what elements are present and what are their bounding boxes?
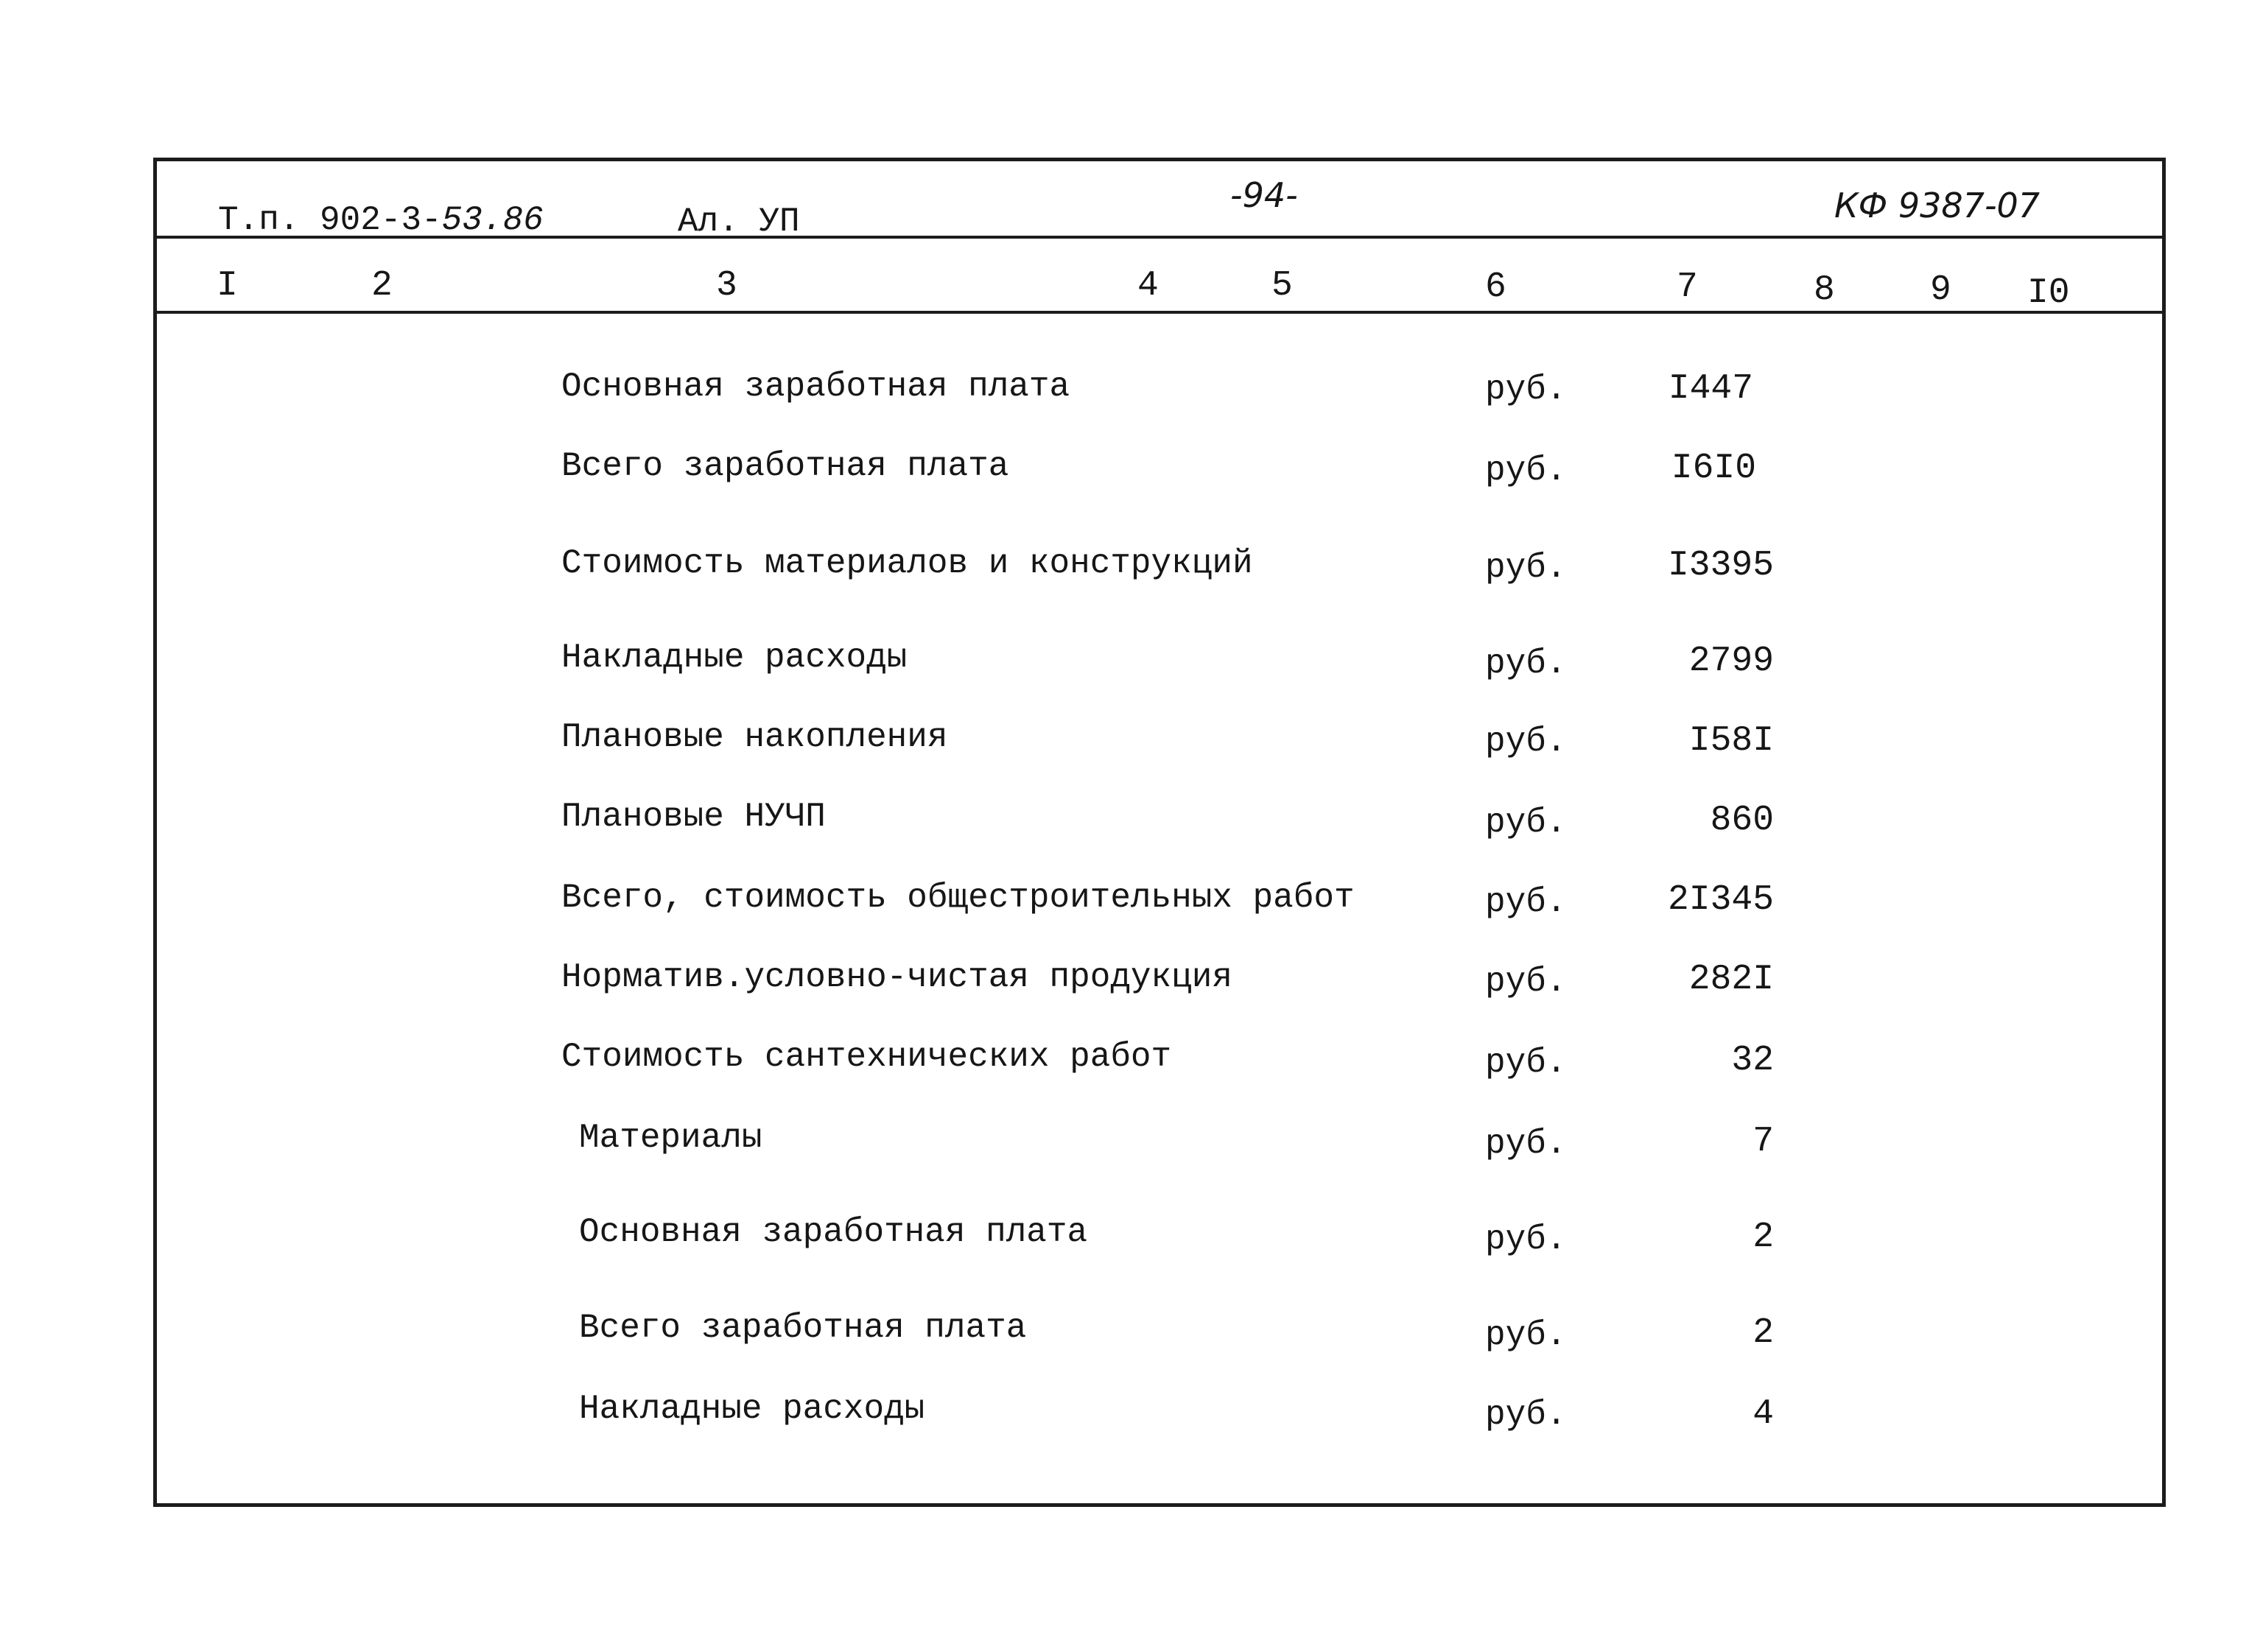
table-row-unit: руб. (1485, 883, 1567, 921)
table-row-label: Материалы (579, 1119, 762, 1157)
table-row-value: I6I0 (1671, 449, 1756, 488)
doc-reference-prefix: Т.п. 902-3- (218, 201, 442, 239)
album-label: Ал. УП (678, 203, 800, 241)
table-row-unit: руб. (1485, 963, 1567, 1001)
table-row-unit: руб. (1485, 1125, 1567, 1163)
table-row-value: 860 (1710, 801, 1774, 840)
column-number-10: I0 (2027, 273, 2070, 313)
table-row-value: 2799 (1688, 642, 1774, 681)
table-row-value: I3395 (1667, 546, 1774, 586)
column-number-9: 9 (1930, 270, 1951, 310)
table-row-unit: руб. (1485, 723, 1567, 761)
table-row-label: Всего заработная плата (561, 447, 1009, 485)
page-number: -94- (1230, 175, 1298, 215)
table-row-label: Накладные расходы (579, 1390, 925, 1428)
table-row-value: 2 (1752, 1217, 1774, 1257)
column-number-6: 6 (1485, 267, 1506, 307)
table-row-unit: руб. (1485, 644, 1567, 683)
table-row-label: Норматив.условно-чистая продукция (561, 958, 1232, 997)
table-row-label: Накладные расходы (561, 639, 908, 677)
table-row-value: 7 (1752, 1122, 1774, 1161)
table-row-label: Основная заработная плата (561, 368, 1070, 406)
table-row-label: Основная заработная плата (579, 1213, 1088, 1251)
column-number-2: 2 (371, 266, 393, 306)
table-row-label: Плановые НУЧП (561, 798, 826, 836)
column-number-5: 5 (1271, 266, 1293, 306)
table-row-value: 32 (1731, 1041, 1774, 1080)
table-row-label: Плановые накопления (561, 718, 948, 756)
document-code: КФ 9387-07 (1834, 186, 2041, 225)
table-row-value: 4 (1752, 1394, 1774, 1434)
table-row-unit: руб. (1485, 451, 1567, 490)
table-row-unit: руб. (1485, 1220, 1567, 1259)
table-row-value: 2I345 (1667, 880, 1774, 920)
table-row-label: Стоимость материалов и конструкций (561, 544, 1253, 583)
table-row-label: Всего, стоимость общестроительных работ (561, 879, 1355, 917)
table-row-label: Всего заработная плата (579, 1309, 1027, 1347)
table-row-label: Стоимость сантехнических работ (561, 1038, 1172, 1076)
table-row-unit: руб. (1485, 804, 1567, 842)
table-row-value: 282I (1688, 960, 1774, 999)
document-frame (153, 158, 2166, 1507)
table-row-value: 2 (1752, 1313, 1774, 1353)
table-row-unit: руб. (1485, 370, 1567, 409)
column-numbers-rule (155, 311, 2166, 314)
doc-reference (218, 203, 544, 237)
table-row-unit: руб. (1485, 1396, 1567, 1434)
column-number-1: I (217, 266, 238, 306)
table-row-value: I447 (1668, 369, 1753, 409)
column-number-8: 8 (1814, 270, 1835, 310)
table-row-unit: руб. (1485, 1044, 1567, 1082)
column-number-4: 4 (1137, 266, 1159, 306)
column-number-3: 3 (716, 266, 737, 306)
table-row-value: I58I (1688, 721, 1774, 761)
table-row-unit: руб. (1485, 549, 1567, 587)
table-row-unit: руб. (1485, 1316, 1567, 1354)
column-number-7: 7 (1677, 267, 1698, 307)
doc-reference-suffix: 53.86 (441, 201, 544, 239)
